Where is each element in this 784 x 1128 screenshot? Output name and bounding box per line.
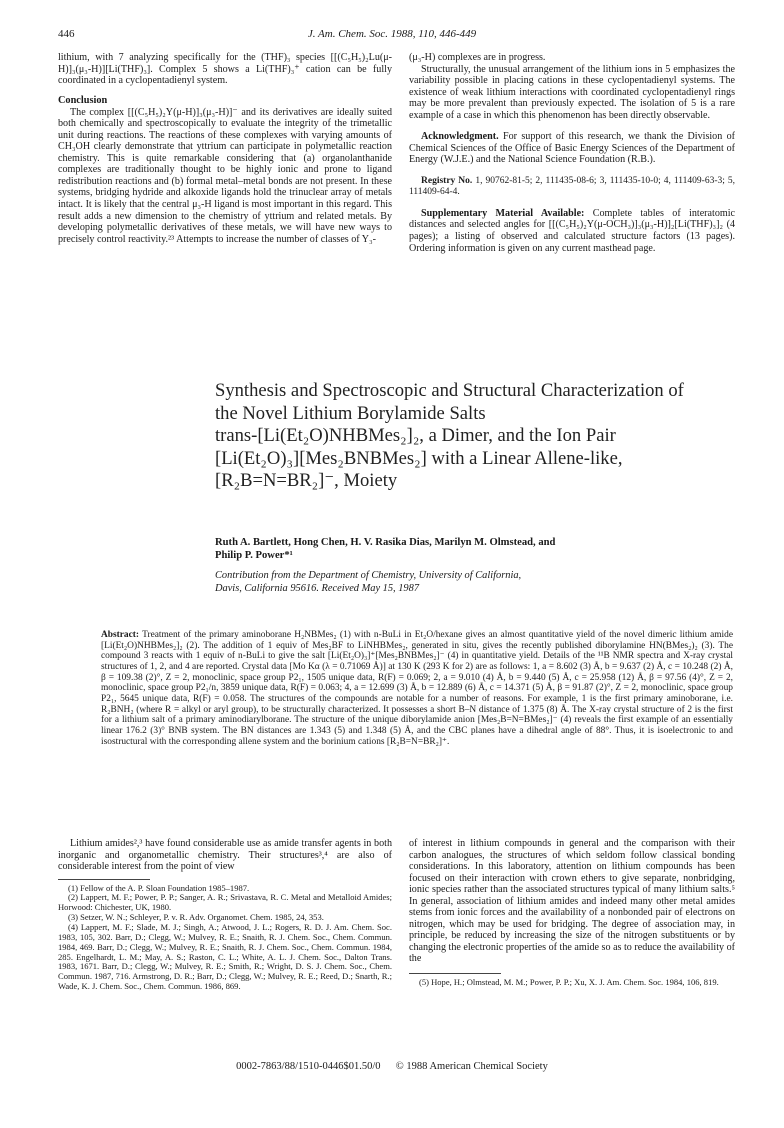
abstract-text: Treatment of the primary aminoborane H₂NBMes₂ (1) with n-BuLi in Et₂O/hexane gives an almost quantitative yield of the novel dimeric lithium amide [Li(Et₂O)NHBMes₂]₂ (2). The addition of 1 equiv of Mes₂BF to LiNHBMes₂, generated in situ, gives the recently published diborylamine HN(BMes₂)₂ (3). The compound 3 reacts with 1 equiv of n-BuLi to give the salt [Li(Et₂O)₃]⁺[Mes₂BNBMes₂]⁻ (4) in quantitative yield. Details of the ¹¹B NMR spectra and X-ray crystal structures of 1, 2, and 4 are reported. Crystal data [Mo Kα (λ = 0.71069 Å)] at 130 K (293 K for 2) are as follows: 1, a = 8.602 (3) Å, b = 9.637 (2) Å, c = 10.248 (2) Å, β = 109.38 (2)°, Z = 2, monoclinic, space group P2₁, 1505 unique data, R(F) = 0.069; 2, a = 9.010 (4) Å, b = 9.440 (5) Å, c = 25.958 (12) Å, β = 97.56 (4)°, Z = 2, monoclinic, space group P2₁/n, 3859 unique data, R(F) = 0.063; 4, a = 12.699 (3) Å, b = 12.889 (6) Å, c = 14.371 (5) Å, β = 91.87 (2)°, Z = 2, monoclinic, space group P2₁, 5645 unique data, R(F) = 0.058. The structures of the compounds are notable for a number of reasons. For example, 1 is the first primary aminoborane, i.e. R₂BNH₂ (where R = alkyl or aryl group), to be structurally characterized. It possesses a short B–N distance of 1.375 (8) Å. The X-ray crystal structure of 2 is the first for a lithium salt of a primary aminodiarylborane. The structure of the unique diborylamide anion [Mes₂B=N=BMes₂]⁻ (4) reveals the first example of an essentially linear 176.2 (3)° BNB system. The BN distances are 1.343 (5) and 1.348 (5) Å, and the CBC planes have a dihedral angle of 88°. Thus, it is isoelectronic to and isostructural with the corresponding allene system and the borinium cations [R₂B=N=BR₂]⁺. bbox=[101, 630, 733, 747]
copyright-notice: © 1988 American Chemical Society bbox=[395, 1061, 548, 1072]
body-column-right bbox=[409, 838, 735, 988]
title-line: trans-[Li(Et₂O)NHBMes₂]₂, a Dimer, and the Ion Pair bbox=[215, 425, 616, 447]
body-paragraph: of interest in lithium compounds in general and the comparison with their carbon analogues, the structures of which seldom follow classical bonding considerations. In this laboratory, attention on lithium compounds has been focused on their interaction with crown ethers to give separate, nonbridging, ionic species rather than the associated structures typical of many lithium salts.⁵ In general, association of lithium amides and indeed many other metal amides stems from ionic forces and the availability of a nonbonded pair of electrons on nitrogen, which may be used for bridging. The degree of association may, in principle, be reduced by increasing the size of the nitrogen substituents or by changing the electronic properties of the amide so as to reduce the availability of the bbox=[409, 838, 735, 965]
footnote: (1) Fellow of the A. P. Sloan Foundation 1985–1987. bbox=[68, 882, 250, 893]
structural-paragraph: Structurally, the unusual arrangement of the lithium ions in 5 emphasizes the variability possible in placing cations in these cyclopentadienyl systems. The existence of weak lithium interactions with coordinated cyclopentadienyl rings may be more prevalent than previously expected. The isolation of 5 is a rare example of a case in which this phenomenon has been directly observable. bbox=[409, 63, 735, 121]
abstract-label: Abstract: bbox=[101, 630, 140, 640]
footnote-divider bbox=[58, 879, 150, 880]
supplementary-label: Supplementary Material Available: bbox=[421, 207, 585, 219]
acknowledgment-text: For support of this research, we thank the Division of Chemical Sciences of the Office of Basic Energy Sciences of the Department of Energy (W.J.E.) and the National Science Foundation (R.B.). bbox=[409, 131, 735, 166]
footnote: (3) Setzer, W. N.; Schleyer, P. v. R. Adv. Organomet. Chem. 1985, 24, 353. bbox=[68, 912, 324, 923]
supplementary-material bbox=[409, 208, 735, 254]
affiliation-line: Contribution from the Department of Chemistry, University of California, bbox=[215, 570, 522, 581]
previous-article-column-left bbox=[58, 52, 392, 245]
registry-numbers bbox=[409, 176, 735, 198]
registry-text: 1, 90762-81-5; 2, 111435-08-6; 3, 111435-10-0; 4, 111409-63-3; 5, 111409-64-4. bbox=[409, 175, 736, 197]
page-footer bbox=[58, 1061, 726, 1072]
authors-line: Philip P. Power*¹ bbox=[215, 550, 293, 561]
running-header bbox=[58, 28, 726, 42]
page-number: 446 bbox=[58, 28, 75, 40]
supplementary-text: Complete tables of interatomic distances and selected angles for [[(C₅H₅)₂Y(μ-OCH₃)]₃(μ₃-H)]₂[Li(THF)₃]₂ (4 pages); a listing of observed and calculated structure factors (13 pages). Ordering information is given on any current masthead page. bbox=[409, 207, 735, 254]
continuation-text: (μ₃-H) complexes are in progress. bbox=[409, 52, 546, 63]
title-line: [R₂B=N=BR₂]⁻, Moiety bbox=[215, 470, 398, 492]
title-line: [Li(Et₂O)₃][Mes₂BNBMes₂] with a Linear Allene-like, bbox=[215, 447, 623, 469]
article-code: 0002-7863/88/1510-0446$01.50/0 bbox=[236, 1061, 381, 1072]
acknowledgment bbox=[409, 131, 735, 166]
journal-citation: J. Am. Chem. Soc. 1988, 110, 446-449 bbox=[307, 28, 477, 40]
registry-label: Registry No. bbox=[421, 175, 473, 186]
affiliation-line: Davis, California 95616. Received May 15, 1987 bbox=[215, 582, 420, 594]
author-list bbox=[215, 536, 735, 562]
body-paragraph: Lithium amides²,³ have found considerable use as amide transfer agents in both inorganic and organometallic chemistry. Their structures³,⁴ are also of considerable interest from the point of view bbox=[58, 838, 392, 873]
title-line: Synthesis and Spectroscopic and Structural Characterization of bbox=[215, 380, 684, 401]
previous-article-intro: lithium, with 7 analyzing specifically for the (THF)₃ species [[(C₅H₅)₂Lu(μ-H)]₃(μ₃-H)][Li(THF)₃]. Complex 5 shows a Li(THF)₃⁺ cation can be fully coordinated in a cyclopentadienyl system. bbox=[58, 52, 392, 87]
affiliation bbox=[215, 570, 735, 595]
footnote-divider bbox=[409, 973, 501, 974]
abstract bbox=[101, 630, 733, 747]
previous-article-column-right bbox=[409, 52, 735, 254]
footnote: (2) Lappert, M. F.; Power, P. P.; Sanger, A. R.; Srivastava, R. C. Metal and Metalloid Amides; Horwood: Chichester, UK, 1980. bbox=[58, 892, 392, 913]
acknowledgment-label: Acknowledgment. bbox=[421, 131, 499, 143]
authors-line: Ruth A. Bartlett, Hong Chen, H. V. Rasika Dias, Marilyn M. Olmstead, and bbox=[215, 537, 556, 548]
title-line: the Novel Lithium Borylamide Salts bbox=[215, 402, 486, 424]
footnote: (4) Lappert, M. F.; Slade, M. J.; Singh, A.; Atwood, J. L.; Rogers, R. D. J. Am. Chem. Soc. 1983, 105, 302. Barr, D.; Clegg, W.; Mulvey, R. E.; Snaith, R. J. Chem. Soc., Chem. Commun. 1984, 469. Barr, D.; Clegg, W.; Mulvey, R. E.; Snaith, R. J. Chem. Soc., Chem. Commun. 1984, 285. Engelhardt, L. M.; May, A. S.; Raston, C. L.; White, A. L. J. Chem. Soc., Dalton Trans. 1983, 1671. Barr, D.; Clegg, W.; Mulvey, R. E.; Smith, R.; Wright, D. S. J. Chem. Soc., Chem. Commun. 1987, 716. Armstrong, D. R.; Barr, D.; Clegg, W.; Mulvey, R. E.; Reed, D.; Snarth, R.; Wade, K. J. Chem. Soc., Chem. Commun. 1986, 869. bbox=[58, 922, 392, 992]
conclusion-heading: Conclusion bbox=[58, 94, 108, 106]
article-title bbox=[215, 380, 735, 493]
footnote: (5) Hope, H.; Olmstead, M. M.; Power, P. P.; Xu, X. J. Am. Chem. Soc. 1984, 106, 819. bbox=[419, 977, 719, 988]
conclusion-text: The complex [[(C₅H₅)₂Y(μ-H)]₃(μ₃-H)]⁻ and its derivatives are ideally suited both chemically and spectroscopically to evaluate the integrity of the trimetallic unit during reactions. The reactions of these complexes with varying amounts of CH₃OH clearly demonstrate that yttrium can participate in polymetallic reaction chemistry. This is quite remarkable considering that (a) organolanthanide complexes are traditionally thought to be highly ionic and prone to ligand redistribution reactions and (b) formal metal–metal bonds are not present. In these systems, bridging hydride and alkoxide ligands hold the trinuclear array of metals intact. It is likely that the central μ₃-H ligand is most important in this regard. This result adds a new dimension to the chemistry of yttrium and related metals. By developing polymetallic derivatives of these metals, we will have new ways to precisely control reactivity.²³ Attempts to increase the number of classes of Y₃- bbox=[58, 106, 392, 245]
body-column-left bbox=[58, 838, 392, 992]
